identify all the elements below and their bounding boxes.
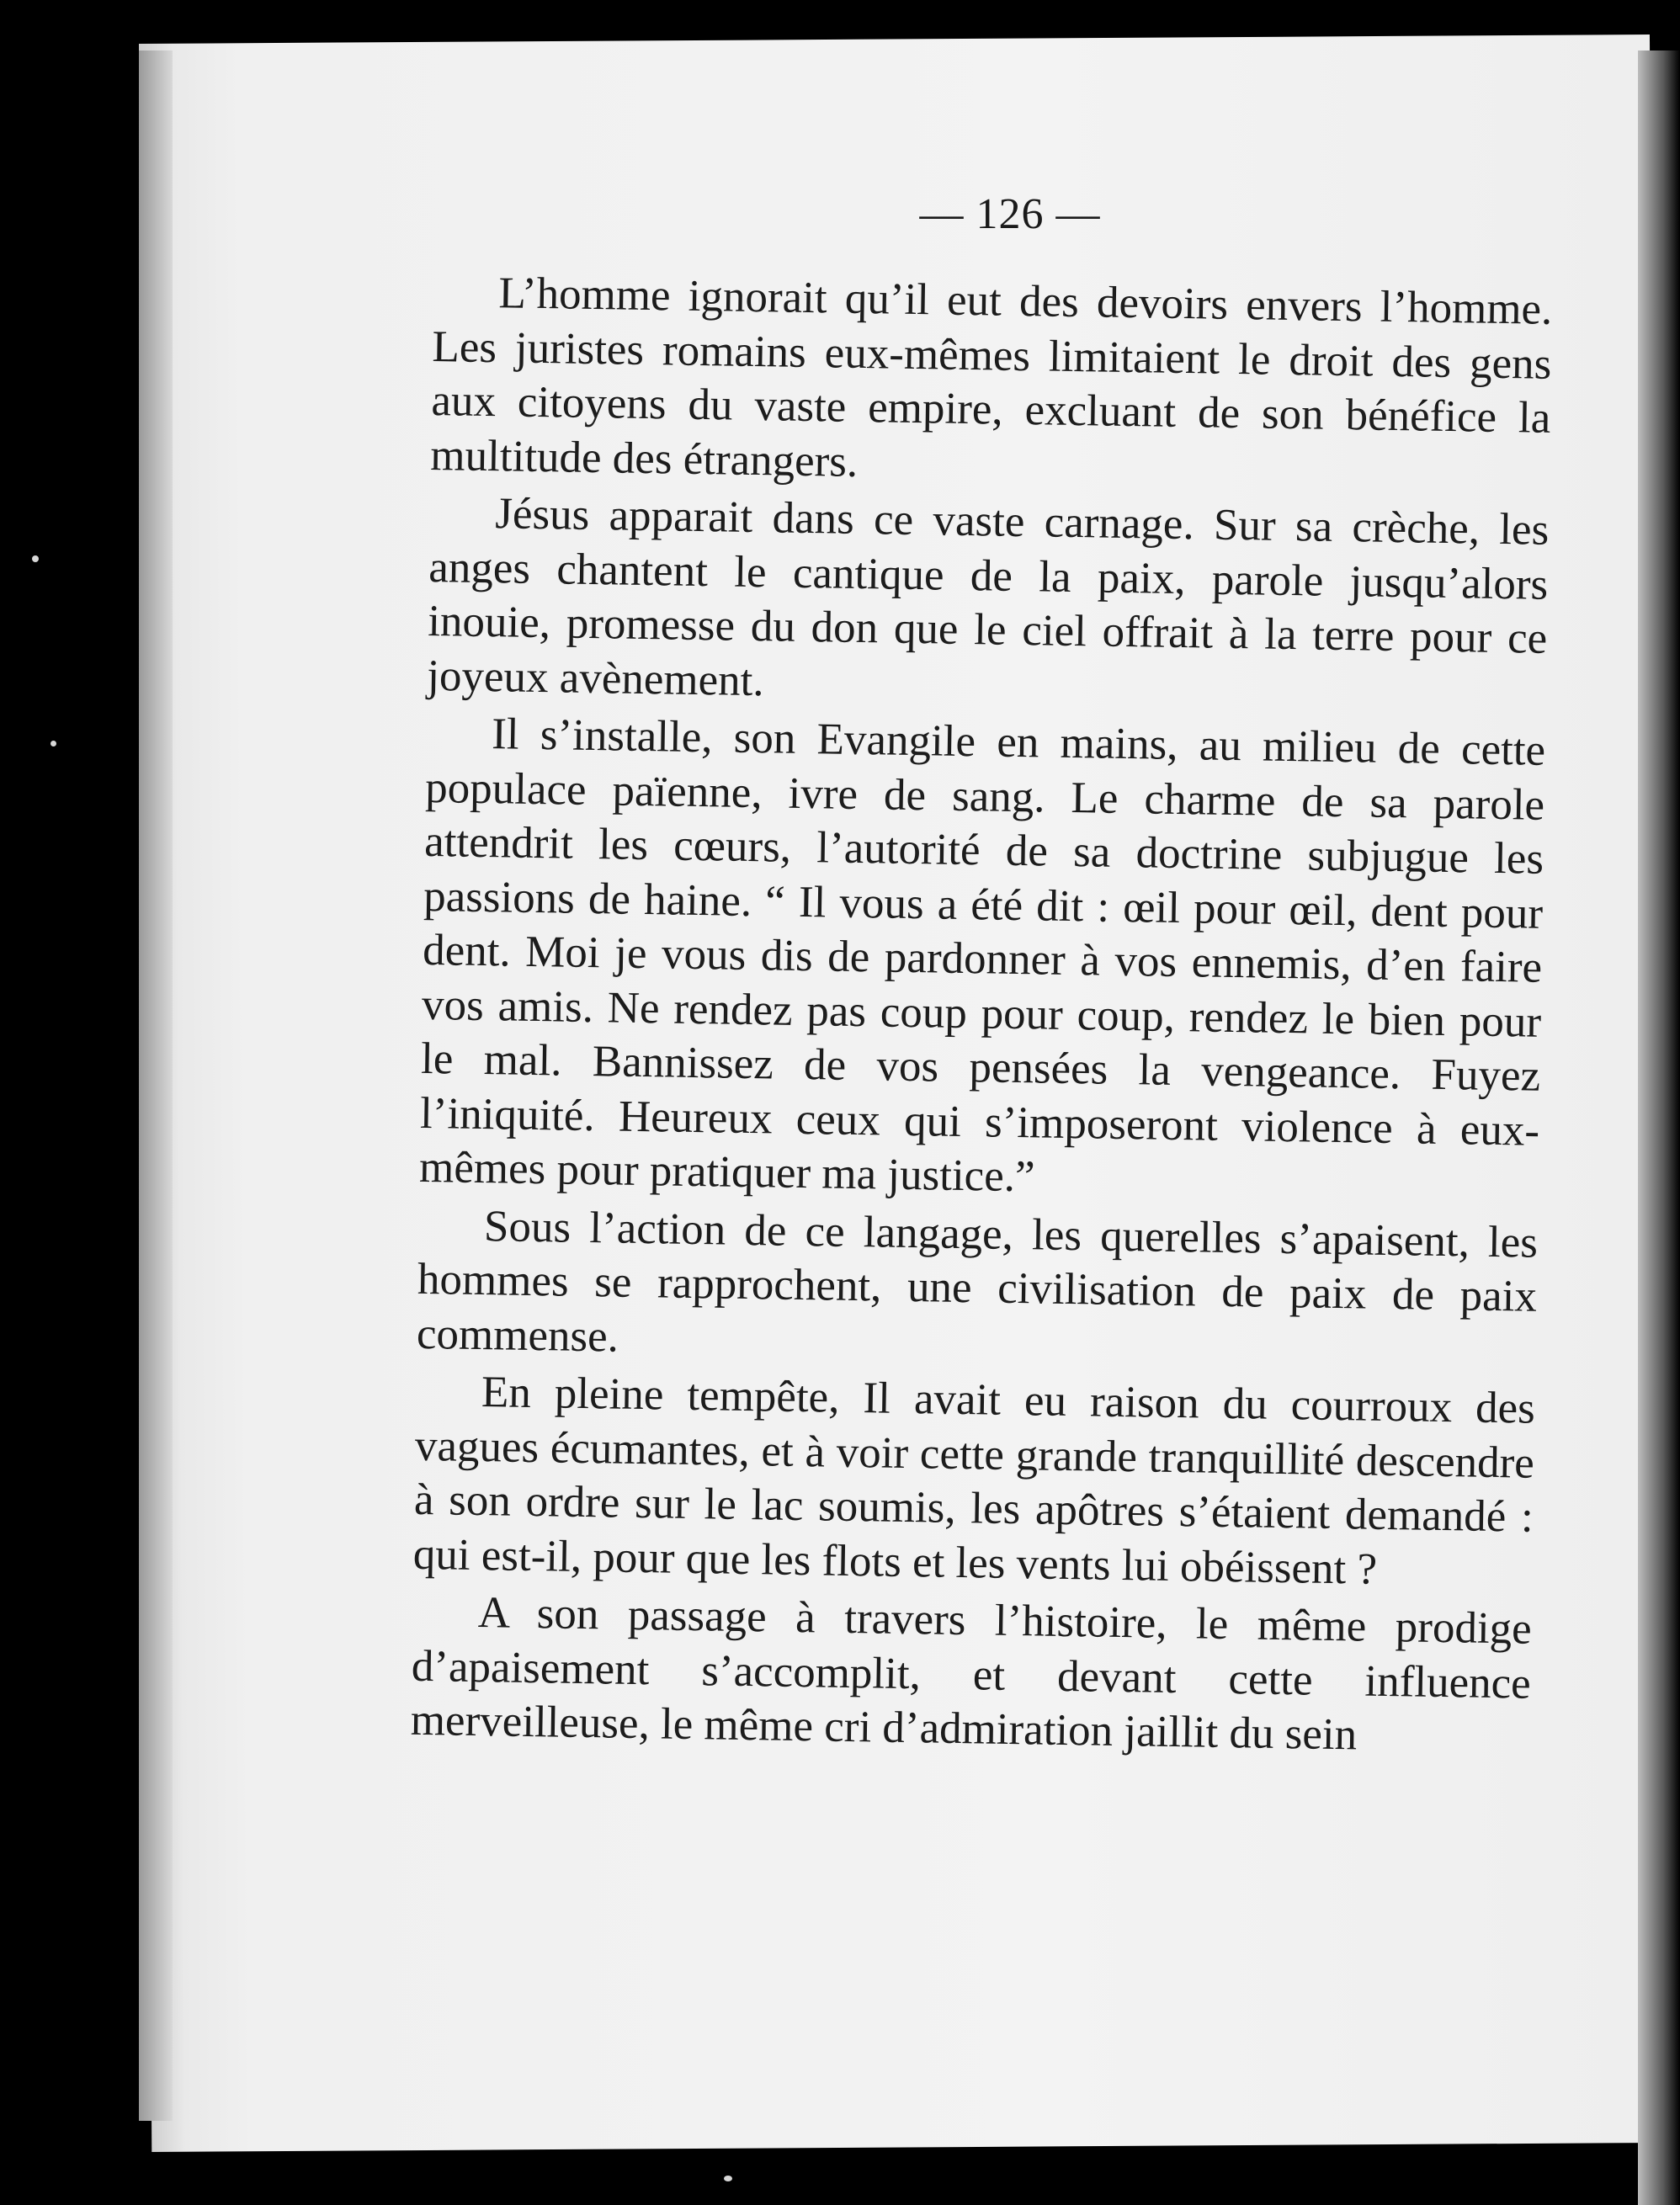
paragraph: Sous l’action de ce langage, les querelles s’apaisent, les hommes se rapprochent, une civilisation de paix de paix commense. <box>416 1201 1539 1362</box>
scan-speck <box>51 741 56 747</box>
page-gutter <box>139 50 173 2121</box>
paragraph: A son passage à travers l’histoire, le même prodige d’apaisement s’accomplit, et devant cette influence merveilleuse, le même cri d’admiration jaillit du sein <box>410 1588 1533 1760</box>
paragraph: En pleine tempête, Il avait eu raison du courroux des vagues écumantes, et à voir cette grande tranquillité descendre à son ordre sur le lac soumis, les apôtres s’étaient demandé : qui est-il, pour que les flots et les vents lui obéissent ? <box>412 1368 1536 1594</box>
paragraph: Il s’installe, son Evangile en mains, au milieu de cette populace païenne, ivre de sang. Le charme de sa parole attendrit les cœurs, l’autorité de sa doctrine subjugue les passions de haine. “ Il vous a été dit : œil pour œil, dent pour dent. Moi je vous dis de pardonner à vos ennemis, d’en faire vos amis. Ne rendez pas coup pour coup, rendez le bien pour le mal. Bannissez de vos pensées la vengeance. Fuyez l’iniquité. Heureux ceux qui s’imposeront violence à eux-mêmes pour pratiquer ma justice.” <box>418 709 1546 1202</box>
scan-speck <box>724 2176 732 2181</box>
paragraph: L’homme ignorait qu’il eut des devoirs envers l’homme. Les juristes romains eux-mêmes limitaient le droit des gens aux citoyens du vaste empire, excluant de son bénéfice la multitude des étrangers. <box>430 268 1553 486</box>
paragraph: Jésus apparait dans ce vaste carnage. Sur sa crèche, les anges chantent le cantique de la paix, parole jusqu’alors inouie, promesse du don que le ciel offrait à la terre pour ce joyeux avènement. <box>426 489 1550 705</box>
scan-speck <box>32 555 39 562</box>
page-right-edge <box>1638 50 1680 2205</box>
body-text <box>410 265 1553 1768</box>
page-number: — 126 — <box>919 190 1101 238</box>
